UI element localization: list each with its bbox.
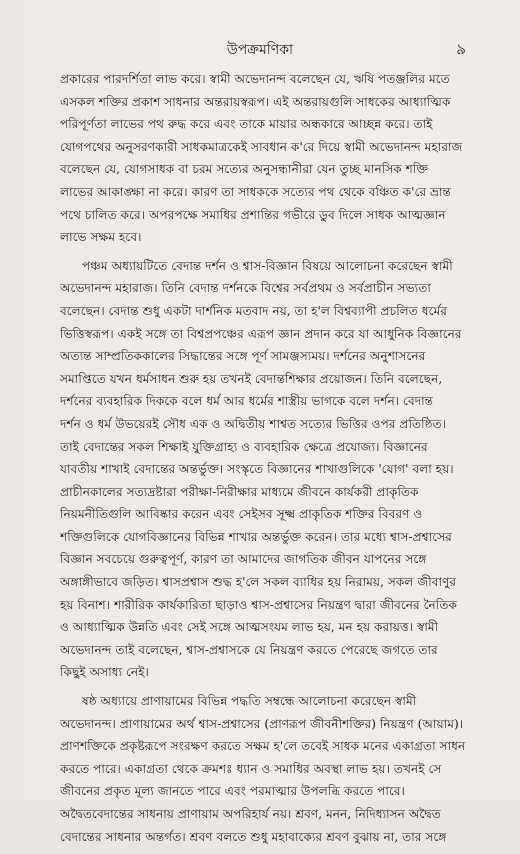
text-line: করতে পারে। একাগ্রতা থেকে ক্রমশঃ ধ্যান ও সমাধির অবস্থা লাভ হয়। তখনই সে [60,761,442,776]
text-line: ভিত্তিস্বরূপ। একই সঙ্গে তা বিশ্বপ্রপঞ্চের এরূপ জ্ঞান প্রদান করে যা আধুনিক বিজ্ঞানের [60,326,462,341]
text-line: প্রাচীনকালের সত্যদ্রষ্টারা পরীক্ষা-নিরীক্ষার মাধ্যমে জীবনে কার্যকরী প্রাকৃতিক [60,484,419,499]
text-line: নিয়মনীতিগুলি আবিষ্কার করেন এবং সেইসব সূক্ষ্ম প্রাকৃতিক শক্তির বিবরণ ও [60,507,423,522]
text-line: দর্শন ও ধর্ম উভয়েরই সৌধ এক ও অদ্বিতীয় শাশ্বত সত্যের ভিত্তির ওপর প্রতিষ্ঠিত। [60,416,447,431]
text-line: অদ্বৈতবেদান্তের সাধনায় প্রাণায়াম অপরিহার্য নয়। শ্রবণ, মনন, নিদিধ্যাসন অদ্বৈত [60,807,441,821]
text-line: অভেদানন্দ তাই বলেছেন, শ্বাস-প্রশ্বাসকে যে নিয়ন্ত্রণ করতে পেরেছে জগতে তার [60,642,438,657]
text-line: পঞ্চম অধ্যায়টিতে বেদান্ত দর্শন ও শ্বাস-বিজ্ঞান বিষয়ে আলোচনা করেছেন স্বামী [82,258,453,273]
paragraph-2 [60,255,476,684]
chapter-title: উপক্রমণিকা [226,42,294,58]
body-text [60,68,476,854]
text-line: কিছুই অসাধ্য নেই। [60,665,149,680]
text-line: শক্তিগুলিকে যোগবিজ্ঞানের বিভিন্ন শাখার অন্তর্ভুক্ত করেন। তার মধ্যে শ্বাস-প্রশ্বাসের [60,529,452,544]
text-line: দর্শনের ব্যবহারিক দিককে বলে ধর্ম আর ধর্মের শাস্ত্রীয় ভাগকে বলে দর্শন। বেদান্ত [60,394,434,409]
text-line: অঙ্গাঙ্গীভাবে জড়িত। শ্বাসপ্রশ্বাস শুদ্ধ হ'লে সকল ব্যাধির হয় নিরাময়, সকল জীবাণুর [60,575,457,590]
text-line: অভেদানন্দ মহারাজ। তিনি বেদান্ত দর্শনকে বিশ্বের সর্বপ্রথম ও সর্বপ্রাচীন সভ্যতা [60,281,431,296]
text-line: প্রাণশক্তিকে প্রকৃষ্টরূপে সংরক্ষণ করতে সক্ষম হ'লে তবেই সাধক মনের একাগ্রতা সাধন [60,739,466,754]
text-line: পথে চালিত করে। অপরপক্ষে সমাধির প্রশান্তির গভীরে ডুব দিলে সাধক আত্মজ্ঞান [60,207,446,222]
text-line: হয় বিনাশ। শারীরিক কার্যকারিতা ছাড়াও শ্বাস-প্রশ্বাসের নিয়ন্ত্রণ দ্বারা জীবনের নৈতিক [60,597,457,612]
text-line: ষষ্ঠ অধ্যায়ে প্রাণায়ামের বিভিন্ন পদ্ধতি সম্বন্ধে আলোচনা করেছেন স্বামী [82,694,417,709]
text-line: অভেদানন্দ। প্রাণায়ামের অর্থ শ্বাস-প্রশ্বাসের (প্রাণরূপ জীবনীশক্তির) নিয়ন্ত্রণ (আয়াম)। [60,716,464,731]
text-line: লাভের আকাঙ্ক্ষা না করে। কারণ তা সাধককে সত্যের পথ থেকে বঞ্চিত ক'রে ভ্রান্ত [60,184,451,199]
text-line: ও আধ্যাত্মিক উন্নতি এবং সেই সঙ্গে আত্মসংযম লাভ হয়, মন হয় করায়ত্ত। স্বামী [60,620,439,635]
text-line: সমাপ্তিতে যখন ধর্মসাধন শুরু হয় তখনই বেদান্তশিক্ষার প্রয়োজন। তিনি বলেছেন, [60,371,443,386]
text-line: এসকল শক্তির প্রকাশ সাধনার অন্তরায়স্বরূপ। এই অন্তরায়গুলি সাধকের আধ্যাত্মিক [60,94,451,109]
page-number: ৯ [456,40,466,58]
text-line: বিজ্ঞান সবচেয়ে গুরুত্বপূর্ণ, কারণ তা আমাদের জাগতিক জীবন যাপনের সঙ্গে [60,552,427,567]
text-line: বলেছেন যে, যোগসাধক বা চরম সত্যের অনুসন্ধানীরা যেন তুচ্ছ মানসিক শক্তি [60,162,429,177]
text-line: বলেছেন। বেদান্ত শুধু একটা দার্শনিক মতবাদ নয়, তা হ'ল বিশ্বব্যাপী প্রচলিত ধর্মের [60,303,447,318]
text-line: পরিপূর্ণতা লাভের পথ রুদ্ধ করে এবং তাকে মায়ার অন্ধকারে আচ্ছন্ন করে। তাই [60,117,433,132]
paragraph-1 [60,68,476,249]
text-line: লাভে সক্ষম হবে। [60,230,142,245]
text-line: তাই বেদান্তের সকল শিক্ষাই যুক্তিগ্রাহ্য ও ব্যবহারিক ক্ষেত্রে প্রযোজ্য। বিজ্ঞানের [60,439,428,454]
text-line: বেদান্তের সাধনার অন্তর্গত। শ্রবণ বলতে শুধু মহাবাক্যের শ্রবণ বুঝায় না, তার সঙ্গে [60,829,447,844]
text-line: যোগপথের অনুসরণকারী সাধকমাত্রকেই সাবধান ক'রে দিয়ে স্বামী অভেদানন্দ মহারাজ [60,139,463,154]
text-line: জীবনের প্রকৃত মূল্য জানতে পারে এবং পরমাত্মার উপলব্ধি করতে পারে। [60,784,405,799]
text-line: প্রকারের পারদর্শিতা লাভ করে। স্বামী অভেদানন্দ বলেছেন যে, ঋষি পতঞ্জলির মতে [60,72,450,86]
paragraph-3 [60,690,476,848]
running-header [0,38,520,62]
text-line: যাবতীয় শাখাই বেদান্তের অন্তর্ভুক্ত। সংস্কৃতে বিজ্ঞানের শাখাগুলিকে 'যোগ' বলা হয়। [60,462,454,477]
text-line: অত্যন্ত সাম্প্রতিককালের সিদ্ধান্তের সঙ্গে পূর্ণ সামঞ্জস্যময়। দর্শনের অনুশাসনের [60,349,426,364]
